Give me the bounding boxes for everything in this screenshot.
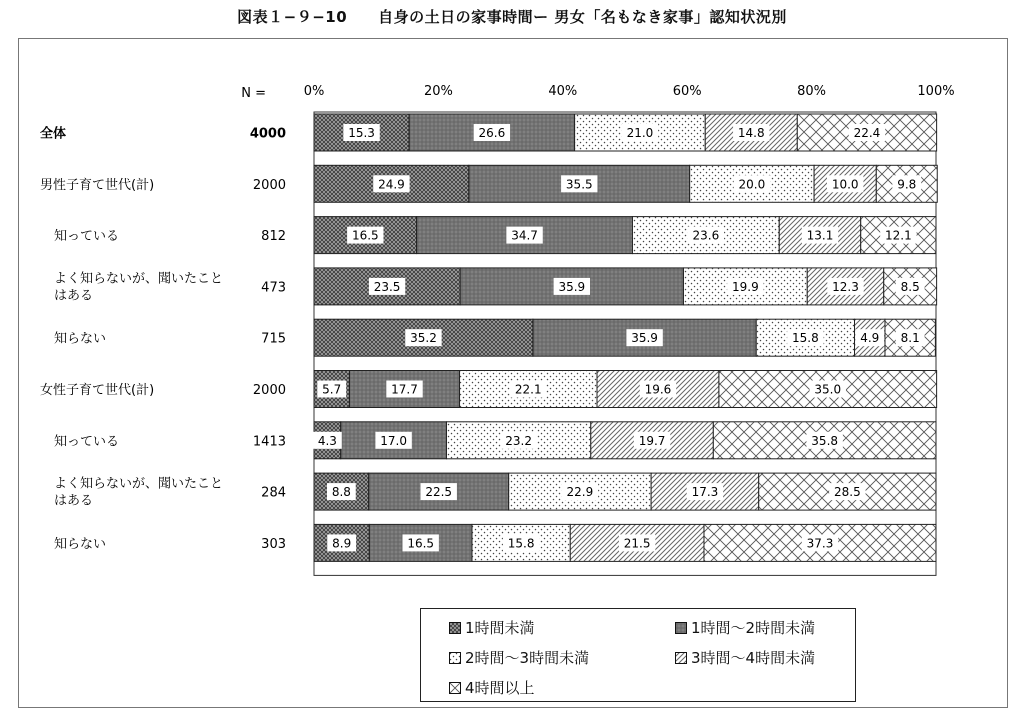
legend-swatch-icon [449,652,461,664]
legend [420,608,856,702]
data-label: 26.6 [478,126,506,140]
legend-swatch-icon [675,652,687,664]
row-label: 知らない [54,331,107,347]
data-label: 9.8 [897,177,917,192]
n-header: N = [241,86,266,101]
row-label: 男性子育て世代(計) [40,177,155,193]
data-label: 35.5 [565,177,593,192]
data-label: 17.7 [391,382,418,397]
data-label: 17.3 [691,485,719,500]
data-label: 12.1 [885,228,912,243]
data-label: 23.2 [505,433,532,448]
row-label: よく知らないが、聞いたこと [54,476,224,492]
data-label: 19.9 [731,279,759,294]
data-label: 4.3 [317,433,337,448]
data-label: 35.0 [814,382,842,397]
legend-item-2 [675,617,815,638]
x-tick-label: 60% [672,84,702,99]
data-label: 23.6 [692,228,720,243]
x-tick-label: 20% [423,84,453,99]
data-label: 15.8 [507,536,535,551]
legend-swatch-icon [449,682,461,694]
row-label: 女性子育て世代(計) [40,383,155,398]
data-label: 35.8 [811,433,839,448]
n-value: 1413 [252,434,286,450]
legend-label: 1時間〜2時間未満 [691,619,816,637]
row-label: はある [54,493,94,509]
n-value: 303 [261,536,286,552]
data-label: 4.9 [860,331,880,346]
legend-item-4 [675,647,815,668]
row-label: 知らない [54,536,107,552]
data-label: 35.2 [410,331,437,346]
data-label: 15.3 [348,126,375,140]
data-label: 24.9 [378,177,405,192]
data-label: 35.9 [631,331,658,346]
n-value: 812 [261,229,286,245]
data-label: 35.9 [558,279,586,294]
legend-label: 2時間〜3時間未満 [465,649,590,667]
data-label: 10.0 [831,177,859,192]
data-label: 16.5 [351,228,379,243]
legend-item-3 [449,647,589,668]
x-tick-label: 80% [797,84,827,99]
data-label: 22.4 [853,126,881,140]
data-label: 16.5 [407,536,435,551]
n-value: 4000 [249,126,286,142]
data-label: 17.0 [380,433,407,448]
n-value: 2000 [252,177,286,193]
x-tick-label: 100% [917,84,955,99]
row-label: 知っている [54,434,120,450]
data-label: 23.5 [373,279,401,294]
data-label: 8.8 [331,485,351,500]
data-label: 8.5 [900,279,920,294]
data-label: 12.3 [832,279,859,294]
legend-label: 1時間未満 [465,619,535,637]
data-label: 22.1 [514,382,542,397]
data-label: 8.1 [900,331,920,346]
n-value: 715 [261,331,286,347]
legend-swatch-icon [675,622,687,634]
row-label: よく知らないが、聞いたこと [54,271,224,287]
data-label: 15.8 [792,331,819,346]
n-value: 284 [261,485,286,501]
legend-item-5 [449,677,535,698]
n-value: 473 [261,280,286,296]
data-label: 34.7 [511,228,538,243]
data-label: 19.7 [638,433,666,448]
data-label: 22.5 [425,485,453,500]
data-label: 22.9 [566,485,594,500]
data-label: 21.5 [623,536,651,551]
data-label: 20.0 [738,177,766,192]
data-label: 14.8 [737,126,765,140]
data-label: 19.6 [644,382,672,397]
chart-title: 図表１−９−10 自身の土日の家事時間ー 男女「名もなき家事」認知状況別 [237,8,787,26]
row-label: 全体 [40,126,67,142]
data-label: 13.1 [806,228,834,243]
legend-label: 4時間以上 [465,679,535,697]
data-label: 37.3 [806,536,834,551]
data-label: 8.9 [332,536,352,551]
n-value: 2000 [252,383,286,398]
legend-label: 3時間〜4時間未満 [691,649,816,667]
legend-item-1 [449,617,535,638]
data-label: 5.7 [322,382,342,397]
x-tick-label: 40% [548,84,578,99]
data-label: 28.5 [834,485,861,500]
data-label: 21.0 [626,126,654,140]
row-label: はある [54,288,94,304]
row-label: 知っている [54,229,120,245]
x-tick-label: 0% [303,84,325,99]
legend-swatch-icon [449,622,461,634]
